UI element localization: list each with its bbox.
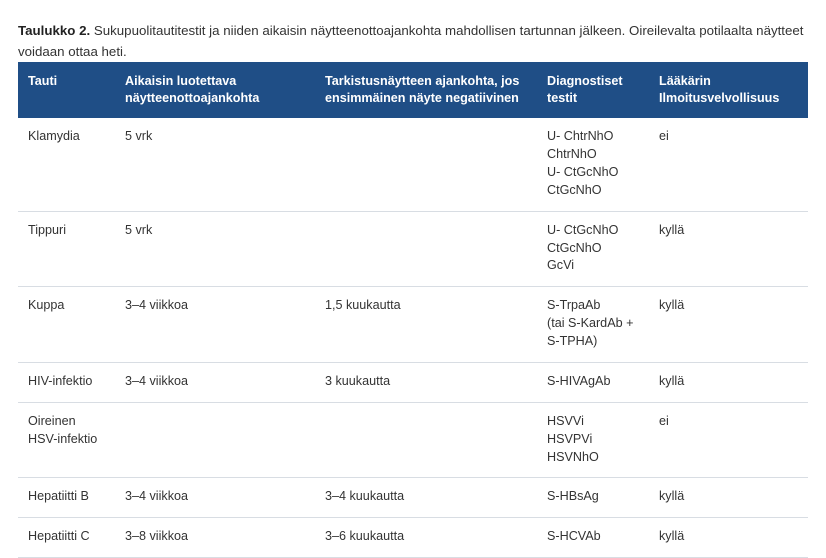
test-name: S-HBsAg [547, 489, 599, 504]
test-name: U- CtGcNhO [547, 164, 619, 179]
cell-tests [537, 478, 649, 518]
cell-tests [537, 211, 649, 287]
table-row [18, 211, 808, 287]
table-row [18, 118, 808, 211]
table-row [18, 287, 808, 363]
test-name: HSVVi [547, 413, 584, 428]
cell-earliest: 5 vrk [115, 118, 315, 211]
cell-notification: kyllä [649, 362, 808, 402]
table-row [18, 362, 808, 402]
table-row [18, 478, 808, 518]
cell-recheck: 3–6 kuukautta [315, 518, 537, 558]
column-header-physician-notification: Lääkärin Ilmoitusvelvollisuus [649, 62, 808, 118]
table-caption [18, 21, 808, 62]
cell-disease: Hepatiitti C [18, 518, 115, 558]
cell-notification: kyllä [649, 287, 808, 363]
cell-tests [537, 402, 649, 478]
test-name: (tai S-KardAb + [547, 316, 634, 331]
cell-recheck [315, 211, 537, 287]
cell-recheck [315, 402, 537, 478]
cell-disease: Tippuri [18, 211, 115, 287]
test-name: CtGcNhO [547, 182, 602, 197]
cell-notification: ei [649, 118, 808, 211]
cell-disease: Kuppa [18, 287, 115, 363]
cell-earliest: 3–4 viikkoa [115, 362, 315, 402]
test-name: S-HCVAb [547, 529, 601, 544]
column-header-earliest-sampling-time: Aikaisin luotettava näytteenottoajankohta [115, 62, 315, 118]
column-header-recheck-time: Tarkistusnäytteen ajankohta, jos ensimmäinen näyte negatiivinen [315, 62, 537, 118]
test-name: U- CtGcNhO [547, 222, 619, 237]
test-name: HSVNhO [547, 449, 599, 464]
table-caption-text: Sukupuolitautitestit ja niiden aikaisin näytteenottoajankohta mahdollisen tartunnan jälkeen. Oireilevalta potilaalta näytteet voidaan ottaa heti. [18, 23, 804, 59]
cell-notification: kyllä [649, 518, 808, 558]
table-row [18, 518, 808, 558]
cell-recheck: 3–4 kuukautta [315, 478, 537, 518]
test-name: CtGcNhO [547, 240, 602, 255]
cell-earliest: 3–4 viikkoa [115, 287, 315, 363]
test-name: GcVi [547, 258, 575, 273]
test-name: S-HIVAgAb [547, 373, 611, 388]
cell-tests [537, 287, 649, 363]
cell-tests [537, 518, 649, 558]
cell-tests [537, 118, 649, 211]
column-header-diagnostic-tests: Diagnostiset testit [537, 62, 649, 118]
test-name: U- ChtrNhO [547, 129, 614, 144]
cell-notification: kyllä [649, 211, 808, 287]
cell-earliest: 3–8 viikkoa [115, 518, 315, 558]
cell-earliest: 3–4 viikkoa [115, 478, 315, 518]
table-row [18, 402, 808, 478]
cell-recheck: 3 kuukautta [315, 362, 537, 402]
table-header [18, 62, 808, 118]
cell-recheck: 1,5 kuukautta [315, 287, 537, 363]
cell-disease: Oireinen HSV-infektio [18, 402, 115, 478]
table-caption-label: Taulukko 2. [18, 23, 91, 39]
test-name: ChtrNhO [547, 147, 597, 162]
table-body [18, 118, 808, 558]
cell-disease: Hepatiitti B [18, 478, 115, 518]
test-name: HSVPVi [547, 431, 593, 446]
sti-test-table [18, 62, 808, 558]
cell-disease: Klamydia [18, 118, 115, 211]
table-header-row [18, 62, 808, 118]
column-header-disease: Tauti [18, 62, 115, 118]
cell-earliest: 5 vrk [115, 211, 315, 287]
cell-notification: ei [649, 402, 808, 478]
cell-notification: kyllä [649, 478, 808, 518]
cell-disease: HIV-infektio [18, 362, 115, 402]
cell-earliest [115, 402, 315, 478]
test-name: S-TrpaAb [547, 298, 601, 313]
test-name: S-TPHA) [547, 334, 598, 349]
cell-tests [537, 362, 649, 402]
cell-recheck [315, 118, 537, 211]
